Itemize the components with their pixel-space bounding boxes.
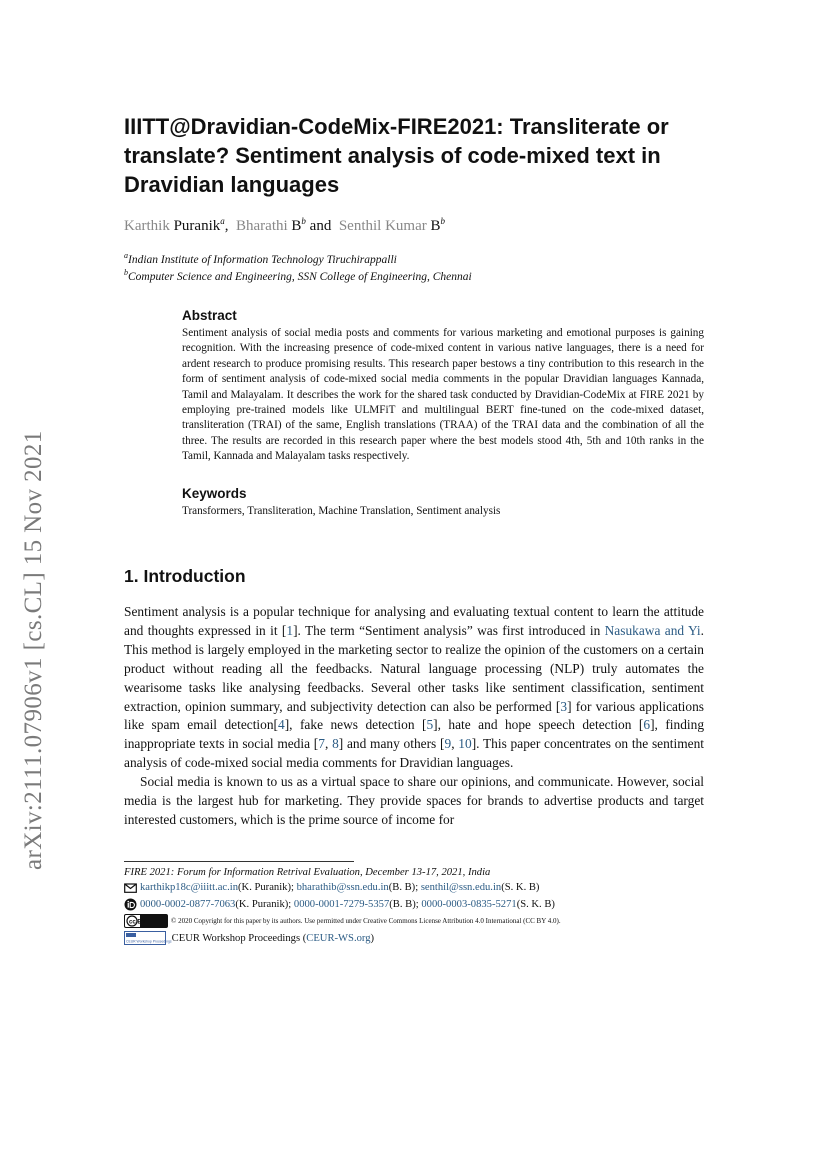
abstract-heading: Abstract — [182, 308, 237, 323]
text-run: Sentiment analysis is a popular technique for analysing and evaluating textual content to learn the attitude and thoughts expressed in it [ — [124, 604, 704, 638]
affiliation-text: Indian Institute of Information Technology Tiruchirappalli — [128, 253, 397, 266]
text-run: ]. The term “Sentiment analysis” was first introduced in — [293, 622, 605, 638]
affiliation-a — [124, 251, 397, 266]
text-run: ] for various applications like spam email detection[ — [124, 698, 704, 733]
text-run: , — [451, 736, 459, 752]
text-run: ], finding inappropriate texts in social media [ — [124, 717, 705, 752]
author-given-name: Karthik — [124, 218, 170, 234]
intro-paragraph-2: Social media is known to us as a virtual space to share our opinions, and communicate. However, social media is the largest hub for marketing. They provide spaces for brands to advertise products and target interested customers, which is the prime source of income for — [124, 774, 704, 827]
arxiv-stamp: arXiv:2111.07906v1 [cs.CL] 15 Nov 2021 — [20, 430, 47, 870]
orcid-icon — [124, 898, 137, 911]
text-run: ]. This paper concentrates on the sentiment analysis of code-mixed social media comments for Dravidian languages. — [124, 736, 705, 771]
citation-link[interactable]: Nasukawa and Yi — [604, 622, 701, 638]
cc-logo-text: cc BY — [129, 919, 146, 926]
orcid-owner: (S. K. B) — [516, 899, 555, 910]
cc-by-license-icon — [124, 914, 168, 928]
affiliation-b — [124, 268, 472, 283]
footnote-ceur — [124, 931, 374, 945]
author-separator: , — [224, 218, 229, 234]
author-given-name: Senthil Kumar — [338, 218, 427, 234]
orcid-link[interactable]: 0000-0002-0877-7063 — [140, 899, 236, 910]
citation-link[interactable]: 6 — [643, 717, 651, 733]
footnote-copyright — [124, 914, 561, 928]
affiliation-mark: b — [124, 268, 128, 277]
email-link[interactable]: bharathib@ssn.edu.in — [296, 882, 389, 893]
section-heading-introduction: 1. Introduction — [124, 566, 246, 586]
author-given-name: Bharathi — [236, 218, 288, 234]
ceur-text: CEUR Workshop Proceedings ( — [171, 932, 307, 944]
email-owner: (S. K. B) — [501, 882, 540, 893]
text-run: ], hate and hope speech detection [ — [433, 717, 644, 733]
text-run: . This method is largely employed in the marketing sector to realize the opinion of the customers on a certain product without reading all the feedbacks. Natural language processing (NLP) truly automates the wearisome tasks like analysing feedbacks. Several other tasks like sentiment classification, sentiment extraction, opinion summary, and subjectivity detection can also be performed [ — [124, 622, 704, 714]
ceur-link[interactable]: CEUR-WS.org — [306, 932, 371, 944]
conference-text: FIRE 2021: Forum for Information Retrival Evaluation, December 13-17, 2021, India — [124, 867, 491, 878]
citation-link[interactable]: 4 — [278, 717, 285, 733]
affiliation-text: Computer Science and Engineering, SSN College of Engineering, Chennai — [128, 270, 472, 283]
author-list — [124, 216, 445, 235]
citation-link[interactable]: 8 — [332, 736, 339, 752]
intro-paragraph-1 — [124, 603, 704, 773]
keywords-text: Transformers, Transliteration, Machine Translation, Sentiment analysis — [182, 505, 501, 517]
text-run: ], fake news detection [ — [284, 717, 427, 733]
citation-link[interactable]: 1 — [286, 622, 294, 638]
citation-link[interactable]: 10 — [458, 736, 472, 752]
citation-link[interactable]: 7 — [318, 736, 325, 752]
keywords-heading: Keywords — [182, 486, 247, 501]
email-link[interactable]: senthil@ssn.edu.in — [420, 882, 502, 893]
keywords-block — [182, 486, 704, 519]
email-owner: (B. B); — [388, 882, 419, 893]
text-run: ] and many others [ — [338, 736, 445, 752]
paper-title: IIITT@Dravidian-CodeMix-FIRE2021: Transliterate or translate? Sentiment analysis of code-mixed text in Dravidian languages — [124, 114, 669, 197]
orcid-owner: (K. Puranik); — [235, 899, 292, 910]
orcid-owner: (B. B); — [389, 899, 419, 910]
text-run: , — [324, 736, 333, 752]
author-affil-mark: b — [440, 216, 446, 226]
abstract-text: Sentiment analysis of social media posts and comments for various marketing and emotional purposes is gaining recognition. With the increasing presence of code-mixed content in various native languages, there is a need for ardent research to produce promising results. This research paper bestows a tiny contribution to this research in the form of sentiment analysis of code-mixed social media comments in the popular Dravidian languages Kannada, Tamil and Malayalam. It describes the work for the shared task conducted by Dravidian-CodeMix at FIRE 2021 by employing pre-trained models like ULMFiT and multilingual BERT fine-tuned on the code-mixed dataset, transliteration (TRAI) of the same, English translations (TRAA) of the TRAI data and the combination of all the three. The results are recorded in this research paper where the best models stood 4th, 5th and 10th ranks in the Tamil, Kannada and Malayalam tasks respectively. — [182, 327, 704, 463]
author-separator: and — [309, 218, 332, 234]
affiliation-mark: a — [124, 251, 128, 260]
ceur-text-end: ) — [370, 932, 375, 944]
author-affil-mark: b — [301, 216, 306, 226]
ceur-logo-text: CEUR Workshop Proceedings — [126, 939, 172, 944]
orcid-link[interactable]: 0000-0001-7279-5357 — [293, 899, 390, 910]
footnote-emails — [124, 882, 539, 893]
orcid-link[interactable]: 0000-0003-0835-5271 — [421, 899, 517, 910]
footnote-rule — [124, 861, 354, 862]
email-owner: (K. Puranik); — [238, 882, 294, 893]
author-family-name: B — [430, 218, 441, 234]
abstract-block — [182, 308, 704, 465]
author-family-name: Puranik — [173, 218, 221, 234]
ceur-logo-icon — [124, 931, 172, 945]
author-family-name: B — [291, 218, 302, 234]
email-link[interactable]: karthikp18c@iiitt.ac.in — [140, 882, 239, 893]
footnote-conference — [124, 867, 490, 878]
citation-link[interactable]: 5 — [426, 717, 434, 733]
citation-link[interactable]: 3 — [560, 698, 568, 714]
footnote-orcid — [124, 898, 555, 911]
introduction-body — [124, 603, 704, 830]
copyright-text: © 2020 Copyright for this paper by its authors. Use permitted under Creative Commons License Attribution 4.0 International (CC BY 4.0). — [171, 917, 561, 925]
author-affil-mark: a — [220, 216, 225, 226]
citation-link[interactable]: 9 — [444, 736, 452, 752]
envelope-icon — [124, 882, 137, 893]
